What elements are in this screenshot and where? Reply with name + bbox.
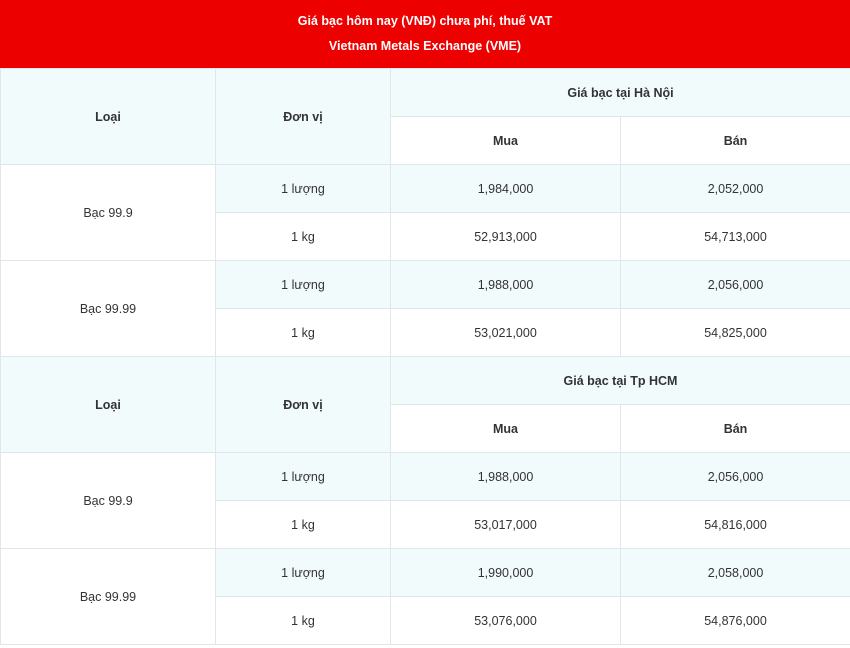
- table-row: [1, 549, 850, 597]
- header-region-hcm: Giá bạc tại Tp HCM: [391, 357, 850, 405]
- header-don-vi: Đơn vị: [216, 357, 391, 453]
- unit-cell: 1 kg: [216, 501, 391, 549]
- title-bar: [0, 0, 850, 68]
- product-name: Bạc 99.99: [1, 549, 216, 645]
- buy-price: 53,021,000: [391, 309, 621, 357]
- buy-price: 1,984,000: [391, 165, 621, 213]
- buy-price: 1,988,000: [391, 261, 621, 309]
- unit-cell: 1 lượng: [216, 549, 391, 597]
- sell-price: 2,052,000: [621, 165, 850, 213]
- header-loai: Loại: [1, 357, 216, 453]
- product-name: Bạc 99.99: [1, 261, 216, 357]
- unit-cell: 1 lượng: [216, 261, 391, 309]
- sell-price: 2,056,000: [621, 453, 850, 501]
- buy-price: 1,988,000: [391, 453, 621, 501]
- sell-price: 2,058,000: [621, 549, 850, 597]
- unit-cell: 1 lượng: [216, 453, 391, 501]
- title-line-2: Vietnam Metals Exchange (VME): [328, 39, 522, 53]
- product-name: Bạc 99.9: [1, 453, 216, 549]
- header-ban: Bán: [621, 117, 850, 165]
- sell-price: 54,713,000: [621, 213, 850, 261]
- price-table: [0, 68, 850, 645]
- title-line-1: Giá bạc hôm nay (VNĐ) chưa phí, thuế VAT: [297, 14, 553, 28]
- header-ban: Bán: [621, 405, 850, 453]
- table-row: [1, 261, 850, 309]
- buy-price: 1,990,000: [391, 549, 621, 597]
- header-mua: Mua: [391, 405, 621, 453]
- unit-cell: 1 kg: [216, 213, 391, 261]
- buy-price: 53,017,000: [391, 501, 621, 549]
- sell-price: 2,056,000: [621, 261, 850, 309]
- header-don-vi: Đơn vị: [216, 69, 391, 165]
- header-loai: Loại: [1, 69, 216, 165]
- header-region-hanoi: Giá bạc tại Hà Nội: [391, 69, 850, 117]
- unit-cell: 1 lượng: [216, 165, 391, 213]
- table-row: [1, 453, 850, 501]
- unit-cell: 1 kg: [216, 597, 391, 645]
- table-row: [1, 165, 850, 213]
- header-mua: Mua: [391, 117, 621, 165]
- sell-price: 54,825,000: [621, 309, 850, 357]
- unit-cell: 1 kg: [216, 309, 391, 357]
- sell-price: 54,816,000: [621, 501, 850, 549]
- buy-price: 53,076,000: [391, 597, 621, 645]
- buy-price: 52,913,000: [391, 213, 621, 261]
- product-name: Bạc 99.9: [1, 165, 216, 261]
- sell-price: 54,876,000: [621, 597, 850, 645]
